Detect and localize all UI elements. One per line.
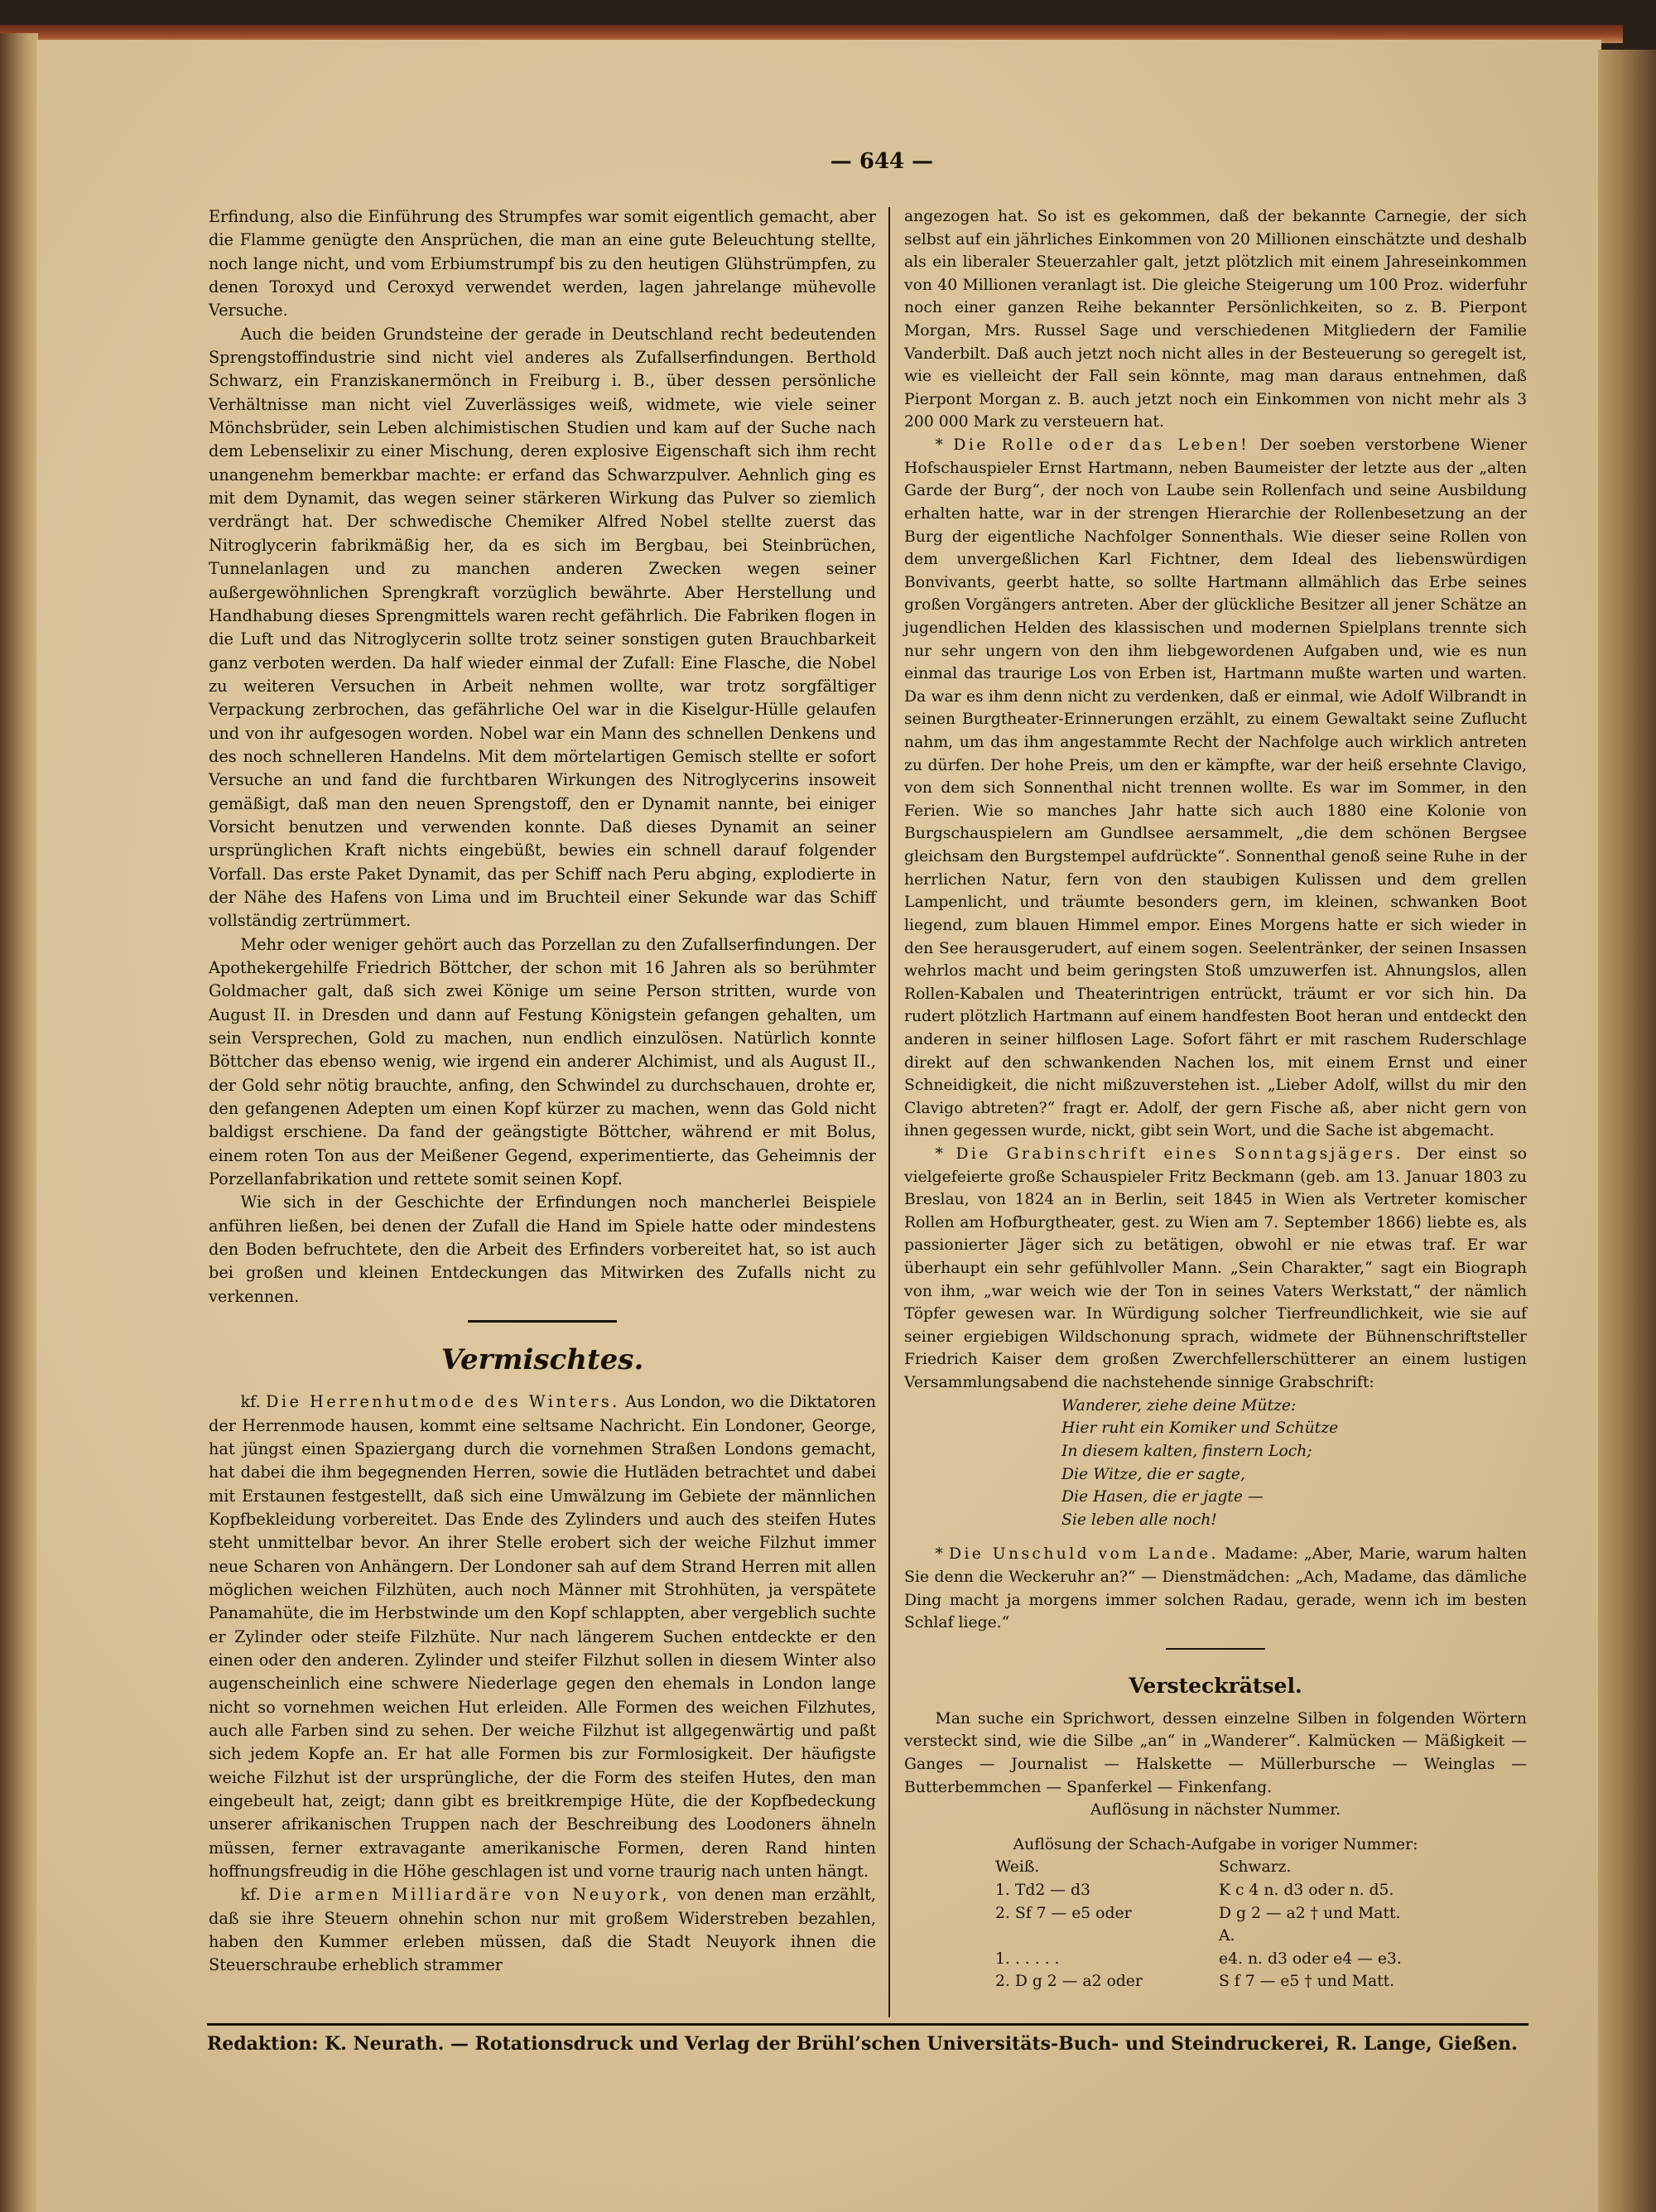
chess-header-row	[904, 1856, 1527, 1879]
chess-black-move: D g 2 — a2 † und Matt.	[1219, 1904, 1401, 1922]
misc-item	[904, 1543, 1527, 1634]
chess-heading: Auflösung der Schach-Aufgabe in voriger Nummer:	[1013, 1835, 1418, 1853]
section-divider	[1166, 1648, 1265, 1650]
paragraph: Wie sich in der Geschichte der Erfindungen noch mancherlei Beispiele anführen ließen, bei denen der Zufall die Hand im Spiele hatte oder mindestens den Boden befruchtete, den die Arbeit des Erfinders vorbereitet hat, so ist auch bei großen und kleinen Entdeckungen das Mitwirken des Zufalls nicht zu verkennen.	[209, 1193, 876, 1306]
chess-white-move: 2. D g 2 — a2 oder	[995, 1973, 1143, 1991]
misc-text: Madame: „Aber, Marie, warum halten Sie denn die Weckeruhr an?“ — Dienstmädchen: „Ach, Madame, das dämliche Ding macht ja morgens immer solchen Radau, gerade, wenn ich im besten Schlaf liege.“	[904, 1545, 1527, 1632]
misc-prefix: kf.	[240, 1392, 261, 1412]
column-rule	[888, 207, 890, 2017]
chess-black-move: e4. n. d3 oder e4 — e3.	[1219, 1949, 1402, 1968]
footer-rule	[207, 2023, 1528, 2026]
puzzle-heading: Versteckrätsel.	[1129, 1673, 1302, 1698]
poem-line: Wanderer, ziehe deine Mütze:	[1061, 1396, 1297, 1414]
right-column	[904, 205, 1527, 1993]
misc-title: Die Unschuld vom Lande.	[949, 1545, 1219, 1564]
chess-move-row	[904, 1879, 1527, 1902]
misc-title: Die armen Milliardäre von Neuyork,	[268, 1885, 671, 1905]
misc-title: Die Grabinschrift eines Sonntagsjägers.	[956, 1145, 1403, 1163]
misc-text: Der einst so vielgefeierte große Schauspieler Fritz Beckmann (geb. am 13. Januar 1803 zu Breslau, von 1824 an in Berlin, seit 1845 in Wien als Vertreter komischer Rollen am Hofburgtheater, gest. zu Wien am 7. September 1866) liebte es, als passionierter Jäger sich zu betätigen, obwohl er nie etwas traf. Er war überhaupt ein sehr gefühlvoller Mann. „Sein Charakter,“ sagt ein Biograph von ihm, „war weich wie der Ton in seines Vaters Werkstatt,“ der nämlich Töpfer gewesen war. In Würdigung solcher Tierfreundlichkeit, wie sie auf seiner ergiebigen Wildschonung sprach, widmete der Bühnenschriftsteller Friedrich Kaiser dem großen Zwerchfellerschütterer an einem lustigen Versammlungsabend die nachstehende sinnige Grabschrift:	[904, 1145, 1528, 1392]
misc-prefix: *	[935, 1545, 943, 1564]
chess-white-move: 1. . . . . .	[995, 1949, 1060, 1968]
misc-item	[904, 1143, 1527, 1395]
chess-move-row	[904, 1925, 1527, 1948]
misc-item	[904, 434, 1527, 1143]
misc-title: Die Rolle oder das Leben!	[953, 436, 1250, 455]
puzzle-solution-note: Auflösung in nächster Nummer.	[1090, 1801, 1341, 1819]
misc-text: von denen man erzählt, daß sie ihre Steuern ohnehin schon nur mit großem Widerstreben bezahlen, haben den Kummer erleben müssen, daß die Stadt Neuyork ihnen die Steuerschraube erheblich strammer	[209, 1885, 876, 1975]
paragraph: angezogen hat. So ist es gekommen, daß der bekannte Carnegie, der sich selbst auf ein jährliches Einkommen von 20 Millionen einschätzte und deshalb als ein liberaler Steuerzahler galt, jetzt plötzlich mit einem Jahreseinkommen von 40 Millionen veranlagt ist. Die gleiche Steigerung um 100 Proz. widerfuhr noch einer ganzen Reihe bekannter Persönlichkeiten, so z. B. Pierpont Morgan, Mrs. Russel Sage und verschiedenen Mitgliedern der Familie Vanderbilt. Daß auch jetzt noch nicht alles in der Besteuerung so geregelt ist, wie es vielleicht der Fall sein könnte, mag man daraus entnehmen, daß Pierpont Morgan z. B. auch jetzt noch ein Einkommen von nicht mehr als 3 200 000 Mark zu versteuern hat.	[904, 208, 1527, 431]
book-edge-left	[0, 33, 38, 2212]
imprint-footer: Redaktion: K. Neurath. — Rotationsdruck und Verlag der Brühl’schen Universitäts-Buch- und Steindruckerei, R. Lange, Gießen.	[207, 2033, 1518, 2055]
chess-move-row	[904, 1970, 1527, 1993]
section-divider	[468, 1320, 617, 1323]
chess-black-move: S f 7 — e5 † und Matt.	[1219, 1973, 1395, 1991]
poem-line: Hier ruht ein Komiker und Schütze	[1061, 1419, 1339, 1438]
paragraph: Auch die beiden Grundsteine der gerade in Deutschland recht bedeutenden Sprengstoffindustrie sind nicht viel anderes als Zufallserfindungen. Berthold Schwarz, ein Franziskanermönch in Freiburg i. B., über dessen persönliche Verhältnisse man nicht viel Zuverlässiges weiß, widmete, wie viele seiner Mönchsbrüder, sein Leben alchimistischen Studien und kam auf der Suche nach dem Lebenselixir zu einer Mischung, deren explosive Eigenschaft sich ihm recht unangenehm bemerkbar machte: er erfand das Schwarzpulver. Aehnlich ging es mit dem Dynamit, das wegen seiner stärkeren Wirkung das Pulver so ziemlich verdrängt hat. Der schwedische Chemiker Alfred Nobel stellte zuerst das Nitroglycerin fabrikmäßig her, da es sich im Bergbau, bei Steinbrüchen, Tunnelanlagen und zu manchen anderen Zwecken wegen seiner außergewöhnlichen Sprengkraft vorzüglich bewährte. Aber Herstellung und Handhabung dieses Sprengmittels waren recht gefährlich. Die Fabriken flogen in die Luft und das Nitroglycerin sollte trotz seiner sonstigen guten Brauchbarkeit ganz verboten werden. Da half wieder einmal der Zufall: Eine Flasche, die Nobel zu weiteren Versuchen in Arbeit nehmen wollte, war trotz sorgfältiger Verpackung zerbrochen, das gefährliche Oel war in die Kiselgur-Hülle gelaufen und von ihr aufgesogen worden. Nobel war ein Mann des schnellen Denkens und des noch schnelleren Handelns. Mit dem mörtelartigen Gemisch stellte er sofort Versuche an und fand die furchtbaren Wirkungen des Nitroglycerins insoweit gemäßigt, daß man den neuen Sprengstoff, den er Dynamit nannte, bei einiger Vorsicht benutzen und verwenden konnte. Daß dieses Dynamit an seiner ursprünglichen Kraft nichts eingebüßt, bewies ein schnell darauf folgender Vorfall. Das erste Paket Dynamit, das per Schiff nach Peru abging, explodierte in der Nähe des Hafens von Lima und im Bruchteil einer Sekunde war das Schiff vollständig zertrümmert.	[209, 324, 876, 931]
poem-line: In diesem kalten, finstern Loch;	[1061, 1442, 1312, 1460]
epitaph-poem	[1061, 1395, 1527, 1532]
chess-white-move: 2. Sf 7 — e5 oder	[995, 1904, 1132, 1922]
poem-line: Sie leben alle noch!	[1061, 1511, 1217, 1529]
chess-white-move: 1. Td2 — d3	[995, 1882, 1090, 1900]
book-edge-right	[1598, 50, 1656, 2212]
misc-prefix: *	[935, 1145, 943, 1163]
chess-white-move	[904, 1925, 1219, 1948]
misc-text: Aus London, wo die Diktatoren der Herrenmode hausen, kommt eine seltsame Nachricht. Ein Londoner, George, hat jüngst einen Spaziergang durch die vornehmen Straßen Londons gemacht, hat dabei die ihm begegnenden Herren, sowie die Hutläden betrachtet und dabei mit Erstaunen festgestellt, daß sich eine Umwälzung im Gebiete der männlichen Kopfbekleidung vorbereitet. Das Ende des Zylinders und auch des steifen Hutes steht unmittelbar bevor. An ihrer Stelle erobert sich der weiche Filzhut immer neue Scharen von Anhängern. Der Londoner sah auf dem Strand Herren mit allen möglichen weichen Filzhüten, auch noch Männer mit Strohhüten, ja verspätete Panamahüte, die im Herbstwinde um den Kopf schlappten, aber vergeblich suchte er Zylinder oder steife Filzhüte. Nur nach längerem Suchen entdeckte er den einen oder den anderen. Zylinder und steifer Filzhut sollen in diesem Winter also augenscheinlich eine schwere Niederlage gegen den ehemals in London lange nicht so vornehmen weichen Hut erleiden. Alle Formen des weichen Filzhutes, auch alle Farben sind zu sehen. Der weiche Filzhut ist allgegenwärtig und paßt sich jedem Kopfe an. Er hat alle Formen bis zur Formlosigkeit. Der häufigste weiche Filzhut ist der ursprüngliche, der die Form des steifen Hutes, den man eingebeult hat, zeigt; dann gibt es breitkrempige Hüte, die der Kopfbedeckung unserer afrikanischen Truppen nach der Beschreibung des Loodoners ähneln müssen, ferner extravagante amerikanische Formen, deren Rand hinten hoffnungsfreudig in die Höhe geschlagen ist und vorne traurig nach unten hängt.	[209, 1392, 876, 1882]
chess-white-label: Weiß.	[995, 1858, 1040, 1877]
misc-item	[209, 1390, 876, 1883]
misc-prefix: kf.	[240, 1885, 261, 1905]
page-number: — 644 —	[830, 149, 934, 174]
left-column	[209, 205, 876, 1978]
paragraph: Mehr oder weniger gehört auch das Porzellan zu den Zufallserfindungen. Der Apothekergehilfe Friedrich Böttcher, der schon mit 16 Jahren als so berühmter Goldmacher galt, daß sich zwei Könige um seine Person stritten, wurde von August II. in Dresden und dann auf Festung Königstein gefangen gehalten, um sein Versprechen, Gold zu machen, nun endlich einzulösen. Natürlich konnte Böttcher das ebenso wenig, wie irgend ein anderer Alchimist, und als August II., der Gold sehr nötig brauchte, anfing, den Schwindel zu durchschauen, drohte er, den gefangenen Adepten um einen Kopf kürzer zu machen, wenn das Gold nicht baldigst erschiene. Da fand der geängstigte Böttcher, während er mit Bolus, einem roten Ton aus der Meißener Gegend, experimentierte, das Geheimnis der Porzellanfabrikation und rettete somit seinen Kopf.	[209, 934, 876, 1189]
poem-line: Die Hasen, die er jagte —	[1061, 1488, 1264, 1506]
misc-item	[209, 1883, 876, 1977]
misc-text: Der soeben verstorbene Wiener Hofschauspieler Ernst Hartmann, neben Baumeister der letzte aus der „alten Garde der Burg“, der noch von Laube sein Rollenfach und seine Ausbildung erhalten hatte, war in der strengen Hierarchie der Rollenbesetzung an der Burg der eigentliche Nachfolger Sonnenthals. Wie dieser seine Rollen von dem unvergeßlichen Karl Fichtner, dem Ideal des liebenswürdigen Bonvivants, geerbt hatte, so sollte Hartmann allmählich das Erbe seines großen Vorgängers antreten. Aber der glückliche Besitzer all jener Schätze an jugendlichen Helden des klassischen und modernen Spielplans trennte sich nur sehr ungern von den ihm liebgewordenen Aufgaben und, wie es nun einmal das traurige Los von Erben ist, Hartmann mußte warten und warten. Da war es ihm denn nicht zu verdenken, daß er einmal, wie Adolf Wilbrandt in seinen Burgtheater-Erinnerungen erzählt, zu einem Gewaltakt seine Zuflucht nahm, um das ihm angestammte Recht der Nachfolge auch wirklich antreten zu dürfen. Der hohe Preis, um den er kämpfte, war der heiß ersehnte Clavigo, von dem sich Sonnenthal nicht trennen wollte. Es war im Sommer, in den Ferien. Wie so manches Jahr hatte sich auch 1880 eine Kolonie von Burgschauspielern am Gundlsee aersammelt, „die dem schönen Bergsee gleichsam den Burgstempel aufdrückte“. Sonnenthal genoß seine Ruhe in der herrlichen Natur, fern von den staubigen Kulissen und dem grellen Lampenlicht, und träumte besonders gern, im kleinen, schwanken Boot liegend, zum blauen Himmel empor. Eines Morgens hatte er sich wieder in den See herausgerudert, auf einem sogen. Seelentränker, der seinen Insassen wehrlos macht und beim geringsten Stoß umzuwerfen ist. Ahnungslos, allen Rollen-Kabalen und Theaterintrigen entrückt, träumt er vor sich hin. Da rudert plötzlich Hartmann auf einem handfesten Boot heran und entdeckt den anderen in seiner hilflosen Lage. Sofort fährt er mit raschem Ruderschlage direkt auf den schwankenden Nachen los, mit einem Ernst und einer Schneidigkeit, die nicht mißzuverstehen ist. „Lieber Adolf, willst du mir den Clavigo abtreten?“ fragt er. Adolf, der gern Fische aß, aber nicht gern von ihnen gegessen wurde, nickt, gibt sein Wort, und die Sache ist abgemacht.	[904, 436, 1527, 1140]
puzzle-text: Man suche ein Sprichwort, dessen einzelne Silben in folgenden Wörtern versteckt sind, wie die Silbe „an“ in „Wanderer“. Kalmücken — Mäßigkeit — Ganges — Journalist — Halskette — Müllerbursche — Weinglas — Butterbemmchen — Spanferkel — Finkenfang.	[904, 1709, 1527, 1796]
chess-variant-label: A.	[1219, 1927, 1235, 1945]
poem-line: Die Witze, die er sagte,	[1061, 1465, 1245, 1483]
chess-black-move: K c 4 n. d3 oder n. d5.	[1219, 1882, 1394, 1900]
chess-black-label: Schwarz.	[1219, 1858, 1292, 1877]
misc-prefix: *	[935, 436, 943, 455]
paragraph: Erfindung, also die Einführung des Strumpfes war somit eigentlich gemacht, aber die Flamme genügte den Ansprüchen, die man an eine gute Beleuchtung stellte, noch lange nicht, und vom Erbiumstrumpf bis zu den heutigen Glühstrümpfen, zu denen Toroxyd und Ceroxyd verwendet werden, lagen jahrelange mühevolle Versuche.	[209, 207, 876, 320]
misc-title: Die Herrenhutmode des Winters.	[265, 1392, 620, 1412]
section-heading: Vermischtes.	[440, 1343, 644, 1377]
chess-move-row	[904, 1902, 1527, 1925]
chess-move-row	[904, 1948, 1527, 1971]
